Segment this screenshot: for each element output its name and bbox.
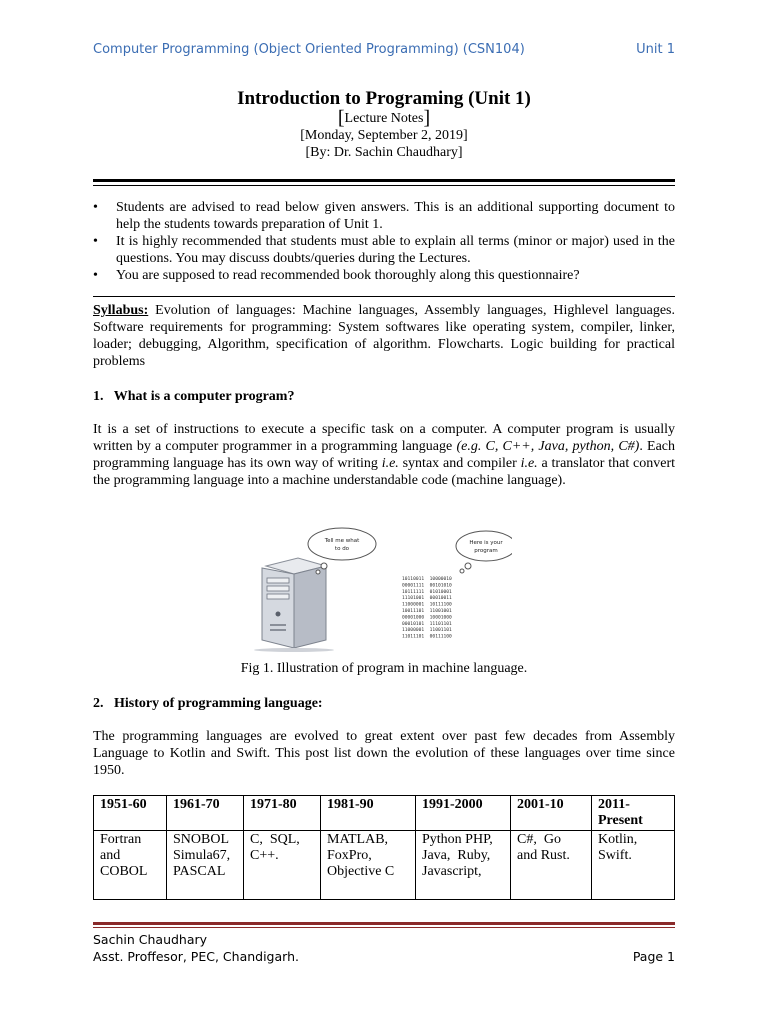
course-title: Computer Programming (Object Oriented Programming) (CSN104)	[93, 42, 525, 57]
instruction-item: • Students are advised to read below given answers. This is an additional supporting document to help the students towards preparation of Unit 1.	[93, 199, 675, 233]
title-block	[93, 88, 675, 161]
instruction-item: • It is highly recommended that students must able to explain all terms (minor or major) used in the questions. You may discuss doubts/queries during the Lectures.	[93, 233, 675, 267]
section-1-heading: 1. What is a computer program?	[93, 389, 295, 404]
unit-label: Unit 1	[636, 42, 675, 57]
title-rule-thin	[93, 185, 675, 186]
table-header-row	[94, 796, 675, 831]
bubble-left-line2: to do	[334, 546, 350, 552]
binary-code-block	[402, 576, 452, 640]
binary-line: 00001111 00101010	[402, 583, 452, 589]
instructions-list	[93, 199, 675, 284]
history-table	[93, 795, 675, 900]
table-header-cell: 1991-2000	[416, 796, 511, 831]
bubble-right-line1: Here is your	[469, 540, 503, 546]
table-header-cell: 1971-80	[244, 796, 321, 831]
table-cell: C, SQL, C++.	[244, 831, 321, 900]
footer-rule-thick	[93, 922, 675, 925]
binary-line: 10011101 11001001	[402, 609, 452, 614]
table-cell: Kotlin, Swift.	[592, 831, 675, 900]
page-header	[93, 42, 675, 62]
table-cell: Python PHP, Java, Ruby, Javascript,	[416, 831, 511, 900]
syllabus-paragraph	[93, 302, 675, 370]
footer-rule-thin	[93, 927, 675, 928]
figure-caption: Fig 1. Illustration of program in machine language.	[240, 661, 528, 676]
section-2-paragraph: The programming languages are evolved to great extent over past few decades from Assembly Language to Kotlin and Swift. This post list down the evolution of these languages over time since 1950.	[93, 729, 675, 778]
table-header-cell: 2001-10	[511, 796, 592, 831]
program-illustration	[236, 524, 512, 652]
table-header-cell: 2011-Present	[592, 796, 675, 831]
lecture-notes-label: [Lecture Notes]	[337, 107, 431, 129]
syllabus-text: Evolution of languages: Machine languages, Assembly languages, Highlevel languages. Software requirements for programming: System softwares like operating system, compiler, linker, loader; debugging, Algorithm, specification of algorithm. Flowcharts. Logic building for practical problems	[93, 303, 675, 369]
footer-line	[93, 948, 675, 965]
binary-line: 00001000 10001000	[402, 615, 452, 621]
title-rule-thick	[93, 179, 675, 182]
table-header-cell: 1961-70	[167, 796, 244, 831]
document-author: [By: Dr. Sachin Chaudhary]	[305, 145, 463, 160]
binary-line: 10111111 01010001	[402, 589, 452, 595]
binary-line: 00010101 11101101	[402, 621, 452, 627]
table-cell: C#, Go and Rust.	[511, 831, 592, 900]
table-cell: SNOBOL Simula67, PASCAL	[167, 831, 244, 900]
bubble-left-line1: Tell me what	[324, 538, 360, 544]
table-cell: MATLAB, FoxPro, Objective C	[321, 831, 416, 900]
footer-author-name: Sachin Chaudhary	[93, 932, 208, 947]
table-row	[94, 831, 675, 900]
binary-line: 11000001 10111100	[402, 602, 452, 608]
section-2-heading: 2. History of programming language:	[93, 696, 323, 711]
binary-line: 10110011 10000010	[402, 577, 452, 582]
table-cell: Fortran and COBOL	[94, 831, 167, 900]
binary-line: 11101001 00010011	[402, 596, 452, 602]
page-number: Page 1	[632, 949, 675, 964]
section-divider	[93, 296, 675, 297]
instruction-item: • You are supposed to read recommended book thoroughly along this questionnaire?	[93, 267, 675, 284]
binary-line: 11000001 11001101	[402, 628, 452, 634]
document-date: [Monday, September 2, 2019]	[300, 128, 468, 143]
syllabus-label: Syllabus:	[93, 303, 149, 318]
section-1-paragraph: It is a set of instructions to execute a specific task on a computer. A computer program is usually written by a computer programmer in a programming language (e.g. C, C++, Java, python, C#). Each programming language has its own way of writing i.e. syntax and compiler i.e. a translator that convert the programming language into a machine understandable code (machine language).	[93, 422, 676, 488]
binary-line: 11011101 00111100	[402, 634, 452, 640]
table-header-cell: 1951-60	[94, 796, 167, 831]
bubble-right-line2: program	[474, 548, 498, 554]
footer-designation: Asst. Proffesor, PEC, Chandigarh.	[93, 949, 299, 964]
computer-tower-icon	[254, 558, 334, 652]
document-title: Introduction to Programing (Unit 1)	[237, 88, 531, 109]
table-header-cell: 1981-90	[321, 796, 416, 831]
